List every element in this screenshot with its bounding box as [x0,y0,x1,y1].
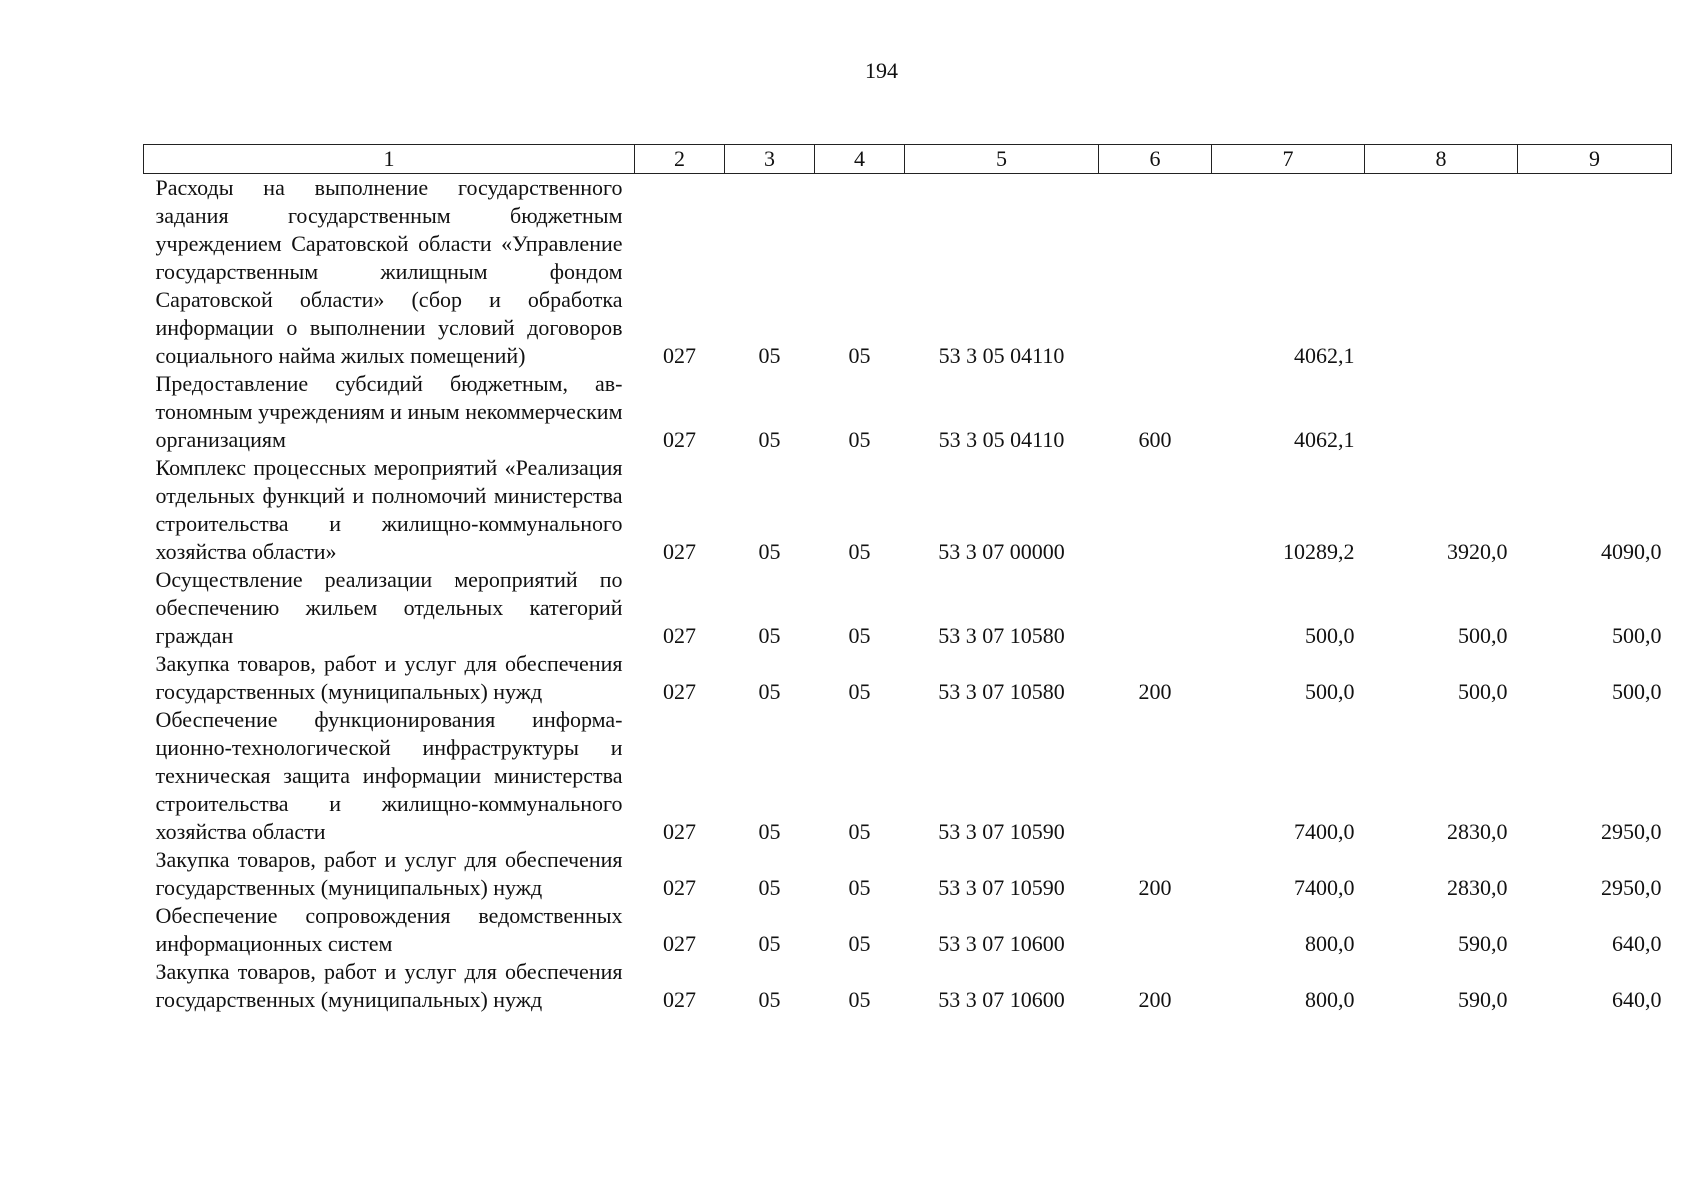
header-cell-2: 2 [635,145,725,174]
cell-target-article: 53 3 07 10590 [938,819,1065,844]
header-cell-8: 8 [1365,145,1518,174]
row-description: Комплекс процессных мероприятий «Реализация отдельных функций и полномочий министерства строительства и жилищно-коммунального хозяйства области» [155,455,623,564]
cell-section: 05 [758,875,781,900]
row-description: Расходы на выполнение государственного задания государственным бюджетным учреждением Саратовской области «Управление государственным жилищным фондом Саратовской области» (сбор и обработка информации о выполнении условий договоров социального найма жилых помещений) [155,175,623,368]
cell-subsection: 05 [848,987,871,1012]
table-row [144,846,1672,902]
header-cell-6: 6 [1099,145,1212,174]
cell-expense-type [1099,902,1212,958]
cell-amount-8 [1365,370,1518,454]
row-description: Обеспечение сопровождения ведомственных информационных систем [155,903,623,956]
table-row [144,454,1672,566]
cell-amount-8: 500,0 [1458,623,1508,648]
table-row [144,958,1672,1014]
cell-target-article: 53 3 07 00000 [938,539,1065,564]
cell-amount-9: 2950,0 [1601,875,1662,900]
cell-amount-8: 500,0 [1458,679,1508,704]
cell-section: 05 [758,987,781,1012]
cell-target-article: 53 3 05 04110 [938,343,1065,368]
cell-expense-type [1099,566,1212,650]
header-cell-3: 3 [725,145,815,174]
cell-amount-9: 500,0 [1612,623,1662,648]
cell-amount-8: 2830,0 [1447,819,1508,844]
cell-amount-8: 590,0 [1458,987,1508,1012]
cell-amount-9: 640,0 [1612,931,1662,956]
cell-section: 05 [758,343,781,368]
cell-amount-9: 640,0 [1612,987,1662,1012]
cell-subsection: 05 [848,539,871,564]
header-row [144,145,1672,174]
cell-expense-type [1099,174,1212,371]
cell-expense-type: 600 [1138,427,1172,452]
cell-section: 05 [758,539,781,564]
cell-ministry-code: 027 [663,623,696,648]
cell-amount-9: 2950,0 [1601,819,1662,844]
cell-section: 05 [758,427,781,452]
header-cell-9: 9 [1518,145,1672,174]
row-description: Закупка товаров, работ и услуг для обеспечения государственных (муниципальных) нужд [155,959,623,1012]
cell-ministry-code: 027 [663,819,696,844]
cell-amount-7: 10289,2 [1283,539,1355,564]
cell-target-article: 53 3 07 10600 [938,931,1065,956]
cell-amount-8: 3920,0 [1447,539,1508,564]
cell-subsection: 05 [848,427,871,452]
cell-ministry-code: 027 [663,343,696,368]
cell-subsection: 05 [848,343,871,368]
cell-target-article: 53 3 07 10590 [938,875,1065,900]
cell-target-article: 53 3 07 10600 [938,987,1065,1012]
cell-amount-7: 4062,1 [1294,427,1355,452]
cell-target-article: 53 3 07 10580 [938,623,1065,648]
cell-ministry-code: 027 [663,931,696,956]
cell-amount-8: 2830,0 [1447,875,1508,900]
cell-subsection: 05 [848,931,871,956]
header-cell-4: 4 [815,145,905,174]
cell-section: 05 [758,679,781,704]
cell-amount-7: 800,0 [1305,987,1355,1012]
header-cell-5: 5 [905,145,1099,174]
cell-ministry-code: 027 [663,875,696,900]
table-row [144,174,1672,371]
header-cell-1: 1 [144,145,635,174]
cell-ministry-code: 027 [663,427,696,452]
header-cell-7: 7 [1212,145,1365,174]
cell-amount-7: 500,0 [1305,679,1355,704]
cell-amount-9: 4090,0 [1601,539,1662,564]
table-row [144,566,1672,650]
table-row [144,650,1672,706]
cell-amount-7: 500,0 [1305,623,1355,648]
cell-amount-8: 590,0 [1458,931,1508,956]
cell-amount-8 [1365,174,1518,371]
cell-expense-type: 200 [1138,875,1172,900]
table-body [144,174,1672,1015]
cell-target-article: 53 3 05 04110 [938,427,1065,452]
row-description: Обеспечение функционирования информационно-технологической инфраструктуры и техническая защита информации министерства строительства и жилищно-коммунального хозяйства области [155,707,623,844]
cell-subsection: 05 [848,875,871,900]
cell-subsection: 05 [848,819,871,844]
cell-amount-7: 4062,1 [1294,343,1355,368]
budget-table [143,144,1672,1014]
table-header [144,145,1672,174]
cell-expense-type: 200 [1138,987,1172,1012]
row-description: Предоставление субсидий бюджетным, автономным учреждениям и иным некоммерческим организациям [155,371,623,452]
cell-expense-type [1099,706,1212,846]
cell-expense-type [1099,454,1212,566]
row-description: Осуществление реализации мероприятий по обеспечению жильем отдельных категорий граждан [155,567,623,648]
table-row [144,370,1672,454]
cell-ministry-code: 027 [663,987,696,1012]
cell-section: 05 [758,931,781,956]
cell-section: 05 [758,819,781,844]
cell-target-article: 53 3 07 10580 [938,679,1065,704]
cell-amount-7: 7400,0 [1294,819,1355,844]
cell-subsection: 05 [848,623,871,648]
cell-amount-9 [1518,370,1672,454]
table-row [144,706,1672,846]
cell-section: 05 [758,623,781,648]
table-row [144,902,1672,958]
cell-amount-7: 800,0 [1305,931,1355,956]
row-description: Закупка товаров, работ и услуг для обеспечения государственных (муниципальных) нужд [155,651,623,704]
cell-subsection: 05 [848,679,871,704]
cell-ministry-code: 027 [663,539,696,564]
cell-ministry-code: 027 [663,679,696,704]
row-description: Закупка товаров, работ и услуг для обеспечения государственных (муниципальных) нужд [155,847,623,900]
cell-amount-9: 500,0 [1612,679,1662,704]
page-number: 194 [865,58,898,83]
cell-amount-9 [1518,174,1672,371]
cell-amount-7: 7400,0 [1294,875,1355,900]
cell-expense-type: 200 [1138,679,1172,704]
